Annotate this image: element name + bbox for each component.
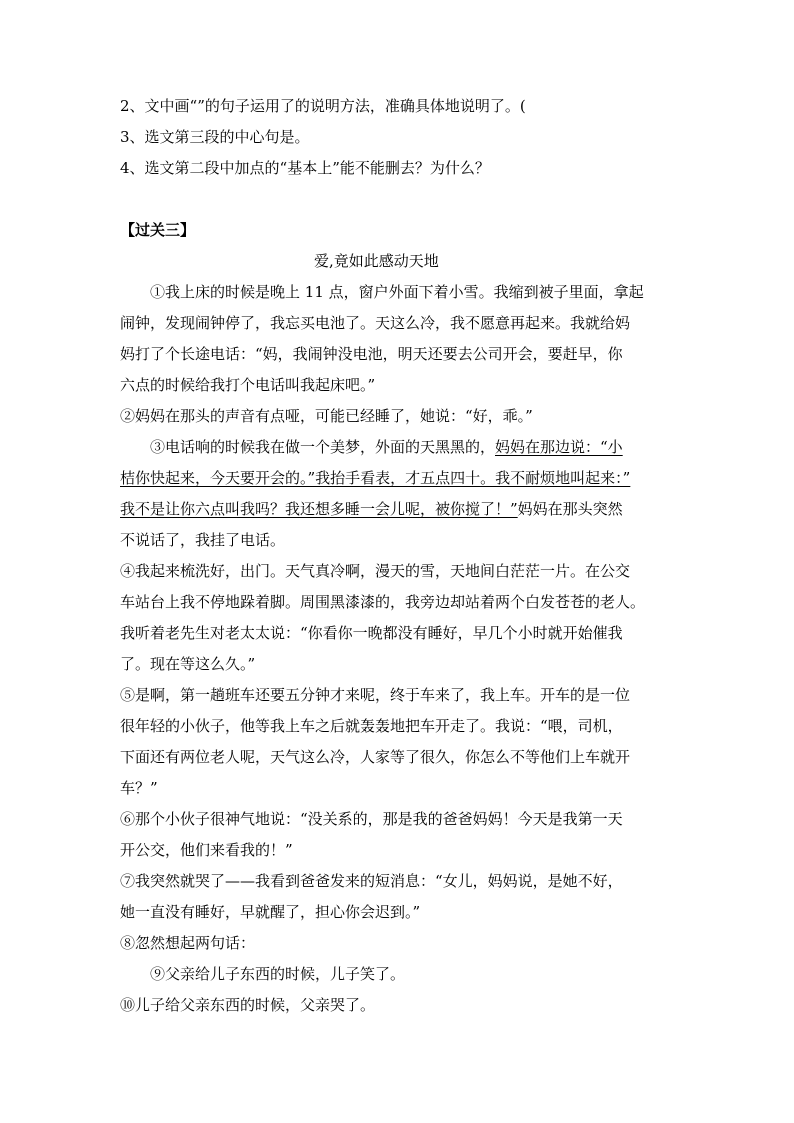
underlined-sentence-end: 我不是让你六点叫我吗？我还想多睡一会儿呢，被你搅了！” xyxy=(120,500,518,518)
paragraph-5-line-4: 车？” xyxy=(120,779,158,797)
paragraph-8: ⑧忽然想起两句话： xyxy=(120,934,256,952)
paragraph-7-line-2: 她一直没有睡好，早就醒了，担心你会迟到。” xyxy=(120,903,421,921)
paragraph-3-line-1 xyxy=(150,437,623,457)
paragraph-1-line-1: ①我上床的时候是晚上 11 点，窗户外面下着小雪。我缩到被子里面，拿起 xyxy=(150,283,644,301)
paragraph-4-line-1: ④我起来梳洗好，出门。天气真冷啊，漫天的雪，天地间白茫茫一片。在公交 xyxy=(120,562,631,580)
underlined-sentence-start: 妈妈在那边说：“小 xyxy=(495,438,623,456)
paragraph-9: ⑨父亲给儿子东西的时候，儿子笑了。 xyxy=(150,965,406,983)
paragraph-3-plain-start: ③电话响的时候我在做一个美梦，外面的天黑黑的， xyxy=(150,438,496,456)
article-title: 爱,竟如此感动天地 xyxy=(314,252,439,270)
paragraph-5-line-2: 很年轻的小伙子，他等我上车之后就轰轰地把车开走了。我说：“喂，司机， xyxy=(120,717,623,735)
paragraph-3-line-3 xyxy=(120,499,623,519)
paragraph-1-line-2: 闹钟，发现闹钟停了，我忘买电池了。天这么冷，我不愿意再起来。我就给妈 xyxy=(120,314,631,332)
paragraph-1-line-3: 妈打了个长途电话：“妈，我闹钟没电池，明天还要去公司开会，要赶早，你 xyxy=(120,345,623,363)
question-3: 3、选文第三段的中心句是。 xyxy=(120,128,310,146)
underlined-sentence-middle: 桔你快起来，今天要开会的。”我抬手看表，才五点四十。我不耐烦地叫起来：” xyxy=(120,469,631,487)
paragraph-6-line-2: 开公交，他们来看我的！” xyxy=(120,841,293,859)
paragraph-2: ②妈妈在那头的声音有点哑，可能已经睡了，她说：“好，乖。” xyxy=(120,407,533,425)
paragraph-3-plain-end: 妈妈在那头突然 xyxy=(517,500,623,518)
paragraph-5-line-1: ⑤是啊，第一趟班车还要五分钟才来呢，终于车来了，我上车。开车的是一位 xyxy=(120,686,631,704)
paragraph-4-line-2: 车站台上我不停地跺着脚。周围黑漆漆的，我旁边却站着两个白发苍苍的老人。 xyxy=(120,593,646,611)
paragraph-6-line-1: ⑥那个小伙子很神气地说：“没关系的，那是我的爸爸妈妈！今天是我第一天 xyxy=(120,810,623,828)
paragraph-10: ⑩儿子给父亲东西的时候，父亲哭了。 xyxy=(120,996,376,1014)
paragraph-4-line-4: 了。现在等这么久。” xyxy=(120,655,256,673)
paragraph-1-line-4: 六点的时候给我打个电话叫我起床吧。” xyxy=(120,376,376,394)
paragraph-7-line-1: ⑦我突然就哭了——我看到爸爸发来的短消息：“女儿，妈妈说，是她不好， xyxy=(120,872,623,890)
question-2: 2、文中画“”的句子运用了的说明方法，准确具体地说明了。( xyxy=(120,97,526,115)
question-4: 4、选文第二段中加点的“基本上”能不能删去？为什么？ xyxy=(120,159,490,177)
section-heading: 【过关三】 xyxy=(120,221,196,239)
paragraph-4-line-3: 我听着老先生对老太太说：“你看你一晚都没有睡好，早几个小时就开始催我 xyxy=(120,624,623,642)
paragraph-3-line-4: 不说话了，我挂了电话。 xyxy=(120,531,286,549)
paragraph-5-line-3: 下面还有两位老人呢，天气这么冷，人家等了很久，你怎么不等他们上车就开 xyxy=(120,748,631,766)
